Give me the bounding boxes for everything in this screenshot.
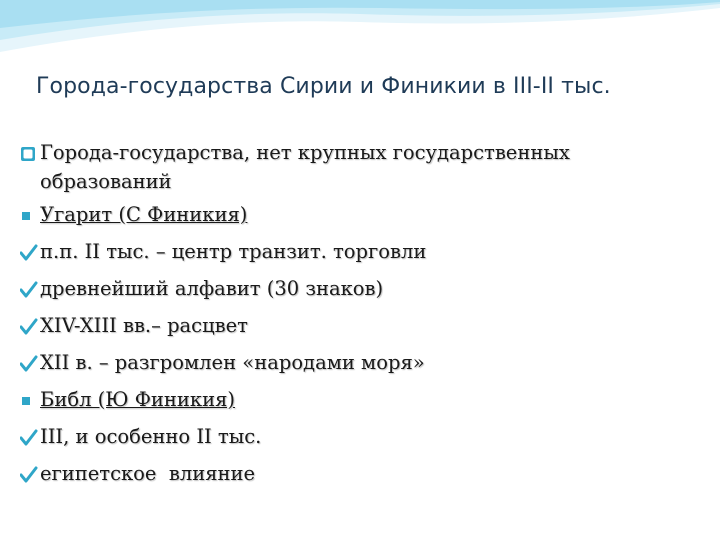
list-item	[20, 344, 700, 381]
list-item	[20, 196, 700, 233]
list-item-text: древнейший алфавит (30 знаков)	[40, 277, 384, 300]
checkmark-icon	[20, 429, 40, 447]
checkmark-icon	[20, 244, 40, 262]
checkmark-icon	[20, 318, 40, 336]
list-item-text: п.п. II тыс. – центр транзит. торговли	[40, 240, 427, 263]
list-item	[20, 381, 700, 418]
list-item	[20, 270, 700, 307]
list-item-text-continued: образований	[40, 170, 172, 193]
list-item-text: III, и особенно II тыс.	[40, 425, 262, 448]
list-item-text: египетское влияние	[40, 462, 256, 485]
list-item-text: Угарит (С Финикия)	[40, 203, 248, 226]
list-item-text: XII в. – разгромлен «народами моря»	[40, 351, 425, 374]
square-bullet-icon	[20, 209, 40, 223]
checkmark-icon	[20, 355, 40, 373]
bullet-list	[20, 138, 700, 492]
list-item-text: Библ (Ю Финикия)	[40, 388, 235, 411]
checkbox-icon	[20, 145, 40, 163]
checkmark-icon	[20, 281, 40, 299]
list-item	[20, 233, 700, 270]
header-wave-decoration	[0, 0, 720, 70]
checkmark-icon	[20, 466, 40, 484]
list-item	[20, 418, 700, 455]
list-item	[20, 307, 700, 344]
list-item-text: Города-государства, нет крупных государственных	[40, 141, 570, 164]
list-item-text: XIV-XIII вв.– расцвет	[40, 314, 248, 337]
list-item	[20, 138, 700, 196]
slide-title: Города-государства Сирии и Финикии в III-II тыс.	[36, 74, 611, 99]
list-item	[20, 455, 700, 492]
square-bullet-icon	[20, 394, 40, 408]
